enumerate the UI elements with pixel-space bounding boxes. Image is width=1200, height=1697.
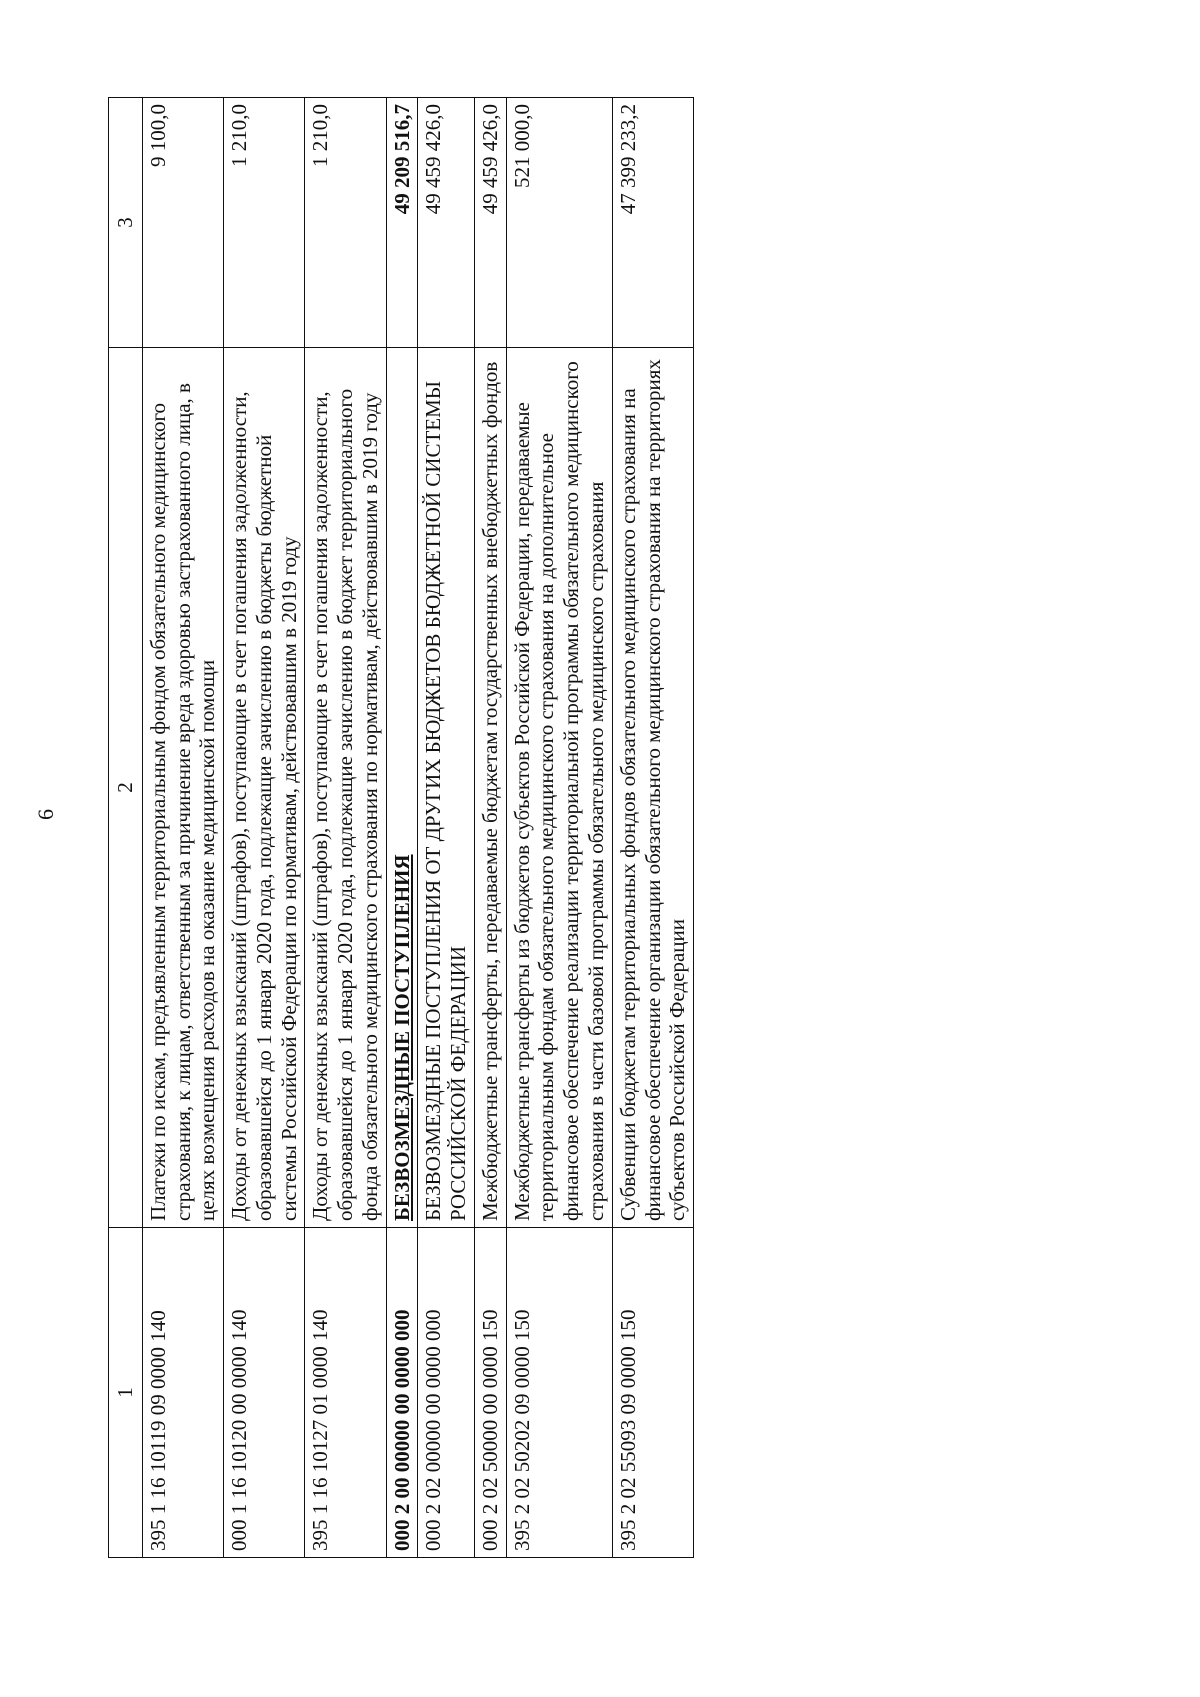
row-amount-cell: 1 210,0 — [305, 98, 386, 348]
row-code-cell: 395 2 02 55093 09 0000 150 — [612, 1228, 693, 1558]
row-code-cell: 395 2 02 50202 09 0000 150 — [506, 1228, 612, 1558]
table-row — [142, 98, 223, 1558]
row-name-cell: Доходы от денежных взысканий (штрафов), поступающие в счет погашения задолженности, образовавшейся до 1 января 2020 года, подлежащие зачислению в бюджет территориального фонда обязательного медицинского страхования по нормативам, действовавшим в 2019 году — [305, 348, 386, 1228]
table-row — [418, 98, 475, 1558]
row-name-cell: БЕЗВОЗМЕЗДНЫЕ ПОСТУПЛЕНИЯ ОТ ДРУГИХ БЮДЖЕТОВ БЮДЖЕТНОЙ СИСТЕМЫ РОССИЙСКОЙ ФЕДЕРАЦИИ — [418, 348, 475, 1228]
row-code-cell: 395 1 16 10127 01 0000 140 — [305, 1228, 386, 1558]
row-name-cell: Доходы от денежных взысканий (штрафов), поступающие в счет погашения задолженности, образовавшейся до 1 января 2020 года, подлежащие зачислению в бюджеты бюджетной системы Российской Федерации по нормативам, действовавшим в 2019 году — [224, 348, 305, 1228]
row-name-cell: Субвенции бюджетам территориальных фондов обязательного медицинского страхования на финансовое обеспечение организации обязательного медицинского страхования на территориях субъектов Российской Федерации — [612, 348, 693, 1228]
row-amount-cell: 49 459 426,0 — [474, 98, 506, 348]
table-row — [612, 98, 693, 1558]
row-code-cell: 000 2 00 00000 00 0000 000 — [386, 1228, 418, 1558]
row-code-cell: 000 2 02 50000 00 0000 150 — [474, 1228, 506, 1558]
column-header-name: 2 — [109, 348, 143, 1228]
column-header-amount: 3 — [109, 98, 143, 348]
column-header-code: 1 — [109, 1228, 143, 1558]
row-amount-cell: 1 210,0 — [224, 98, 305, 348]
row-name-cell: Межбюджетные трансферты из бюджетов субъектов Российской Федерации, передаваемые территориальным фондам обязательного медицинского страхования на дополнительное финансовое обеспечение реализации территориальной программы обязательного медицинского страхования в части базовой программы обязательного медицинского страхования — [506, 348, 612, 1228]
table-row — [224, 98, 305, 1558]
table-row — [506, 98, 612, 1558]
budget-revenue-table — [108, 97, 694, 1558]
table-header-row — [109, 98, 143, 1558]
row-amount-cell: 49 209 516,7 — [386, 98, 418, 348]
row-amount-cell: 9 100,0 — [142, 98, 223, 348]
table-row — [305, 98, 386, 1558]
row-name-cell: Платежи по искам, предъявленным территориальным фондом обязательного медицинского страхования, к лицам, ответственным за причинение вреда здоровью застрахованного лица, в целях возмещения расходов на оказание медицинской помощи — [142, 348, 223, 1228]
table-row — [474, 98, 506, 1558]
table-row — [386, 98, 418, 1558]
row-name-cell: Межбюджетные трансферты, передаваемые бюджетам государственных внебюджетных фондов — [474, 348, 506, 1228]
table-body — [142, 98, 693, 1558]
row-name-cell: БЕЗВОЗМЕЗДНЫЕ ПОСТУПЛЕНИЯ — [386, 348, 418, 1228]
row-code-cell: 000 2 02 00000 00 0000 000 — [418, 1228, 475, 1558]
rotated-table-container — [108, 98, 1043, 1558]
row-code-cell: 000 1 16 10120 00 0000 140 — [224, 1228, 305, 1558]
page-number: 6 — [33, 809, 58, 820]
row-code-cell: 395 1 16 10119 09 0000 140 — [142, 1228, 223, 1558]
row-amount-cell: 521 000,0 — [506, 98, 612, 348]
row-amount-cell: 49 459 426,0 — [418, 98, 475, 348]
row-amount-cell: 47 399 233,2 — [612, 98, 693, 348]
